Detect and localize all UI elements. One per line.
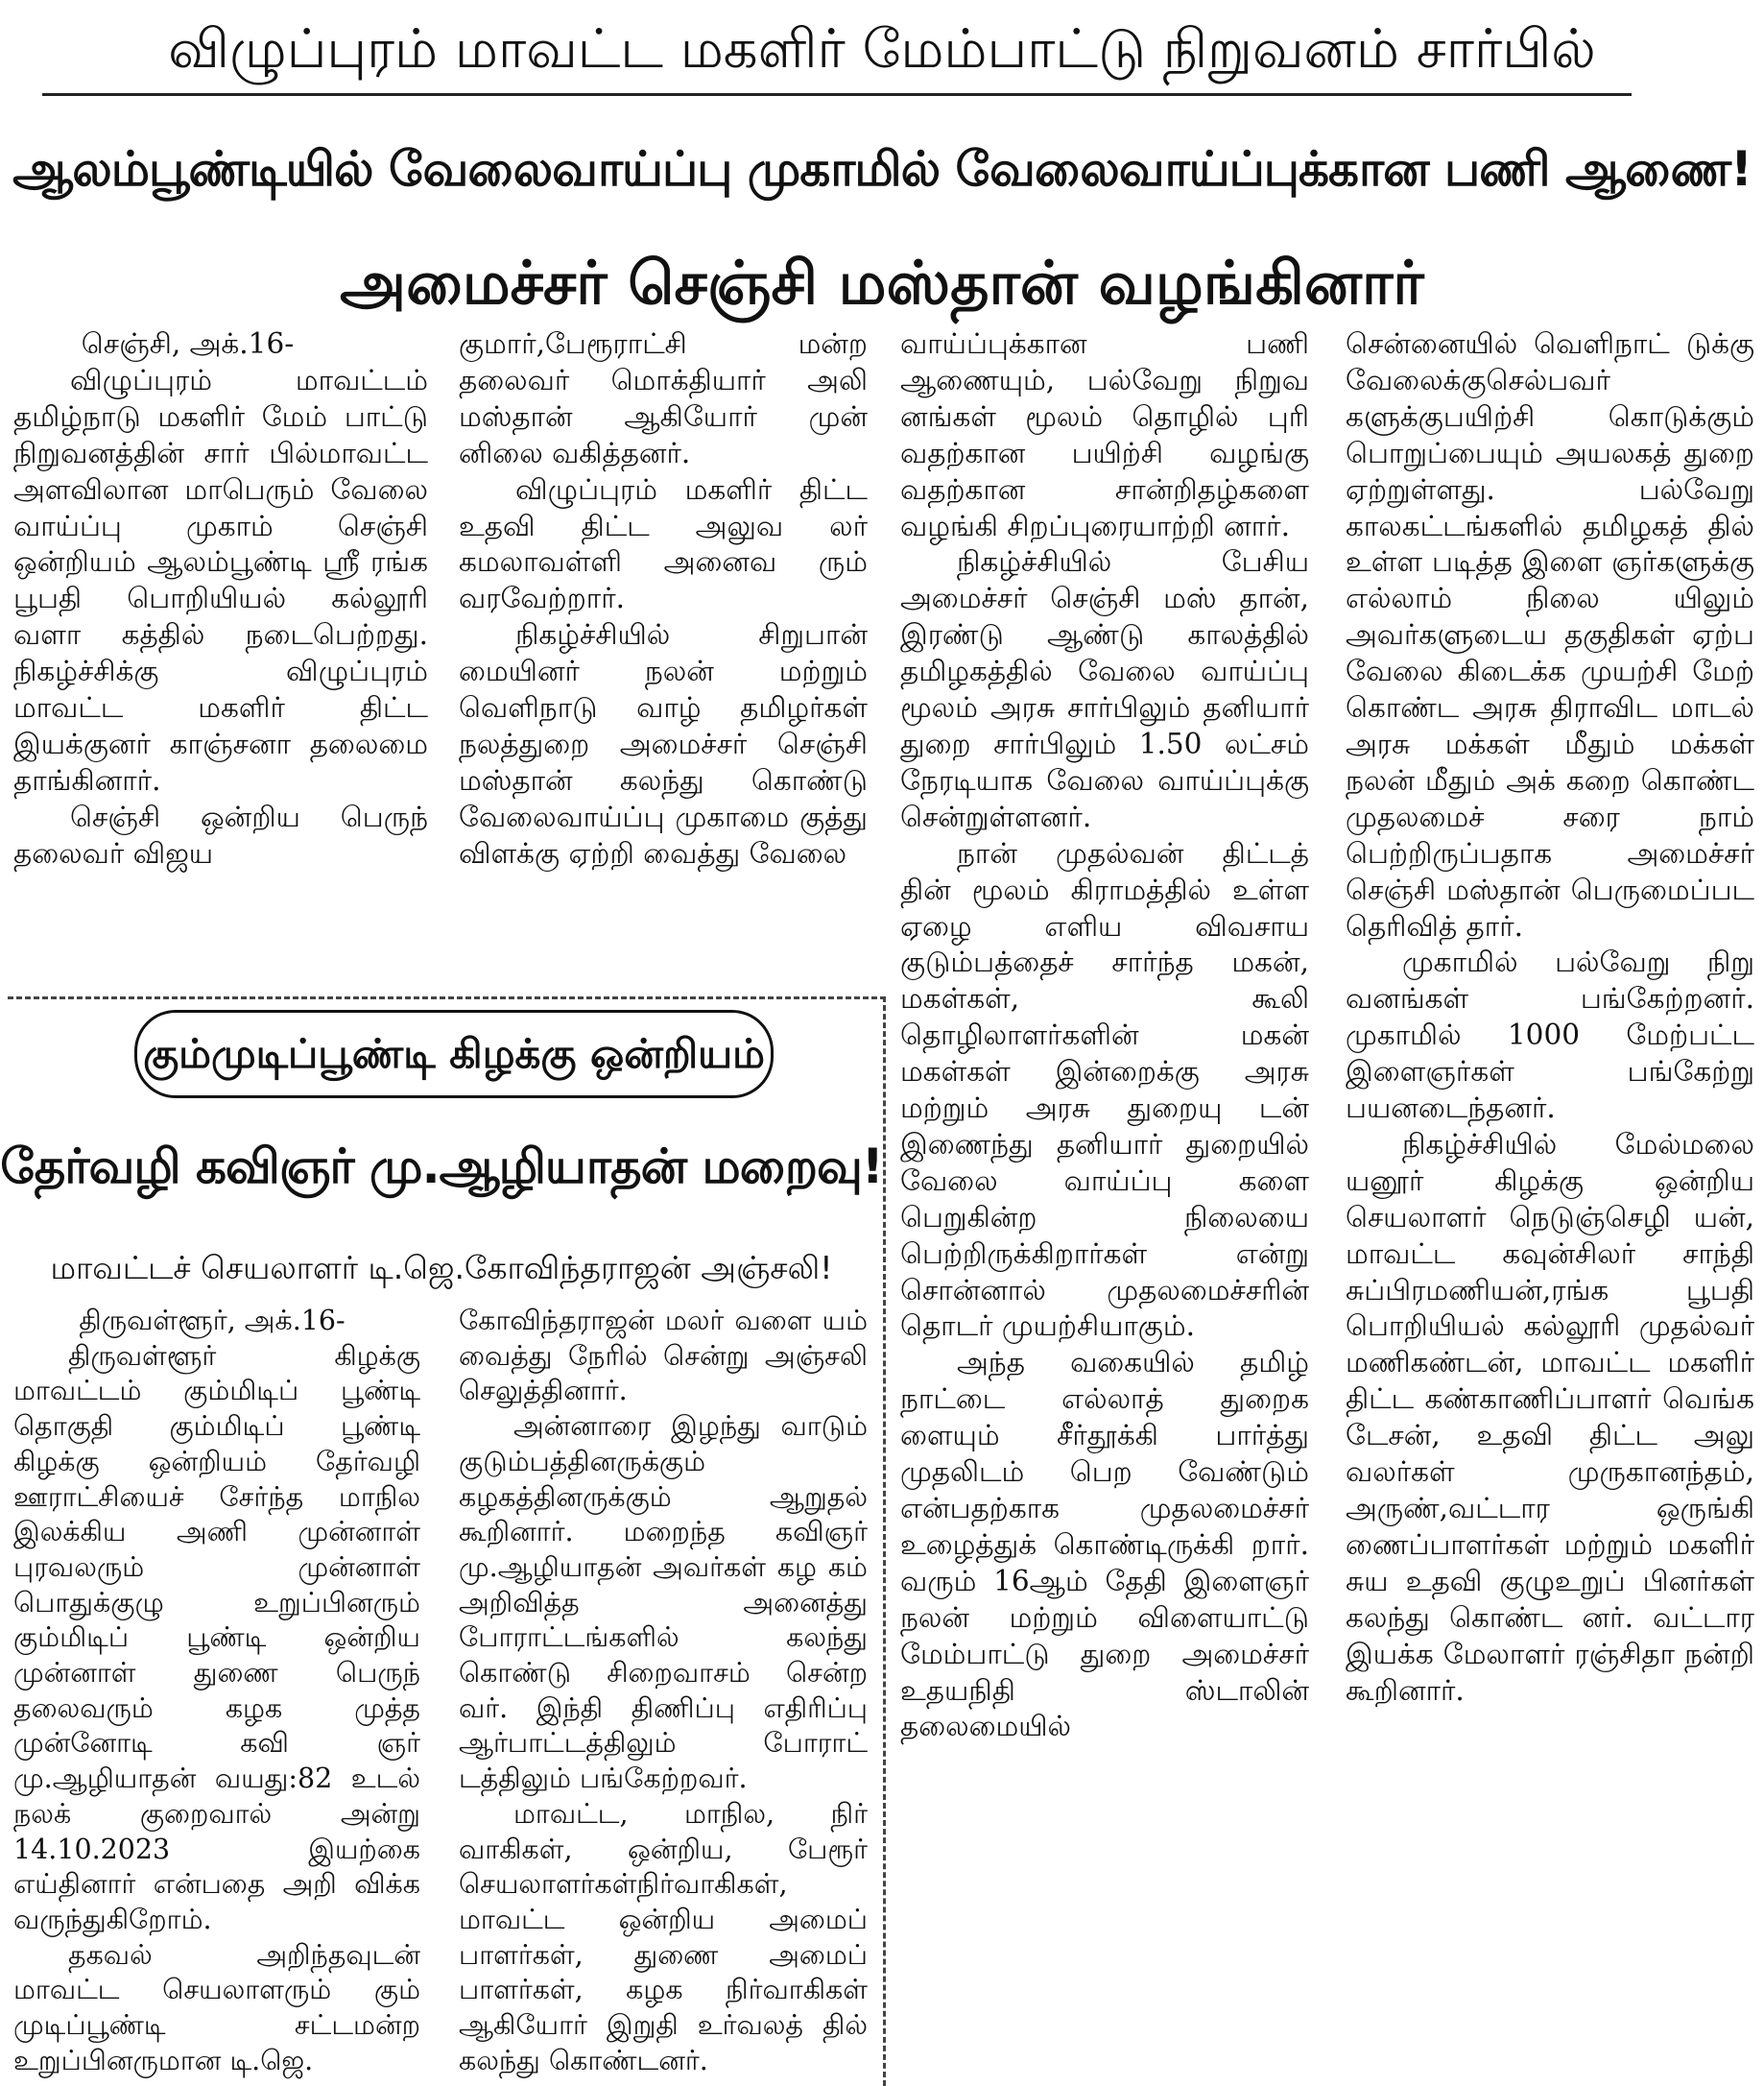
obituary-kicker: கும்முடிப்பூண்டி கிழக்கு ஒன்றியம் <box>134 1010 774 1098</box>
main-col1-paragraph: விழுப்புரம் மாவட்டம் தமிழ்நாடு மகளிர் மேம் பாட்டு நிறுவனத்தின் சார் பில்மாவட்ட அளவிலான மாபெரும் வேலை வாய்ப்பு முகாம் செஞ்சி ஒன்றியம் ஆலம்பூண்டி ஸ்ரீ ரங்க பூபதி பொறியியல் கல்லூரி வளா கத்தில் நடைபெற்றது. நிகழ்ச்சிக்கு விழுப்புரம் மாவட்ட மகளிர் திட்ட இயக்குனர் காஞ்சனா தலைமை தாங்கினார். <box>13 363 428 797</box>
main-headline: ஆலம்பூண்டியில் வேலைவாய்ப்பு முகாமில் வேலைவாய்ப்புக்கான பணி ஆணை! <box>12 141 1752 197</box>
main-col3-paragraph: அந்த வகையில் தமிழ் நாட்டை எல்லாத் துறைக ளையும் சீர்தூக்கி பார்த்து முதலிடம் பெற வேண்டும் என்பதற்காக முதலமைச்சர் உழைத்துக் கொண்டிருக்கி றார். வரும் 16ஆம் தேதி இளைஞர் நலன் மற்றும் விளையாட்டு மேம்பாட்டு துறை அமைச்சர் உதயநிதி ஸ்டாலின் தலைமையில் <box>900 1346 1309 1743</box>
main-col4-paragraph: சென்னையில் வெளிநாட் டுக்கு வேலைக்குசெல்பவர் களுக்குபயிற்சி கொடுக்கும் பொறுப்பையும் அயலகத் துறை ஏற்றுள்ளது. பல்வேறு காலகட்டங்களில் தமிழகத் தில் உள்ள படித்த இளை ஞர்களுக்கு எல்லாம் நிலை யிலும் அவர்களுடைய தகுதிகள் ஏற்ப வேலை கிடைக்க முயற்சி மேற் கொண்ட அரசு திராவிட மாடல் அரசு மக்கள் மீதும் மக்கள் நலன் மீதும் அக் கறை கொண்ட முதலமைச் சரை நாம் பெற்றிருப்பதாக அமைச்சர் செஞ்சி மஸ்தான் பெருமைப்பட தெரிவித் தார். <box>1346 327 1754 943</box>
obituary-subheadline: மாவட்டச் செயலாளர் டி.ஜெ.கோவிந்தராஜன் அஞ்சலி! <box>50 1249 833 1286</box>
obituary-dateline: திருவள்ளூர், அக்.16- <box>79 1305 346 1336</box>
main-kicker: விழுப்புரம் மாவட்ட மகளிர் மேம்பாட்டு நிறுவனம் சார்பில் <box>168 18 1596 81</box>
obituary-headline: தேர்வழி கவிஞர் மு.ஆழியாதன் மறைவு! <box>0 1139 883 1194</box>
obituary-col2-paragraph: கோவிந்தராஜன் மலர் வளை யம் வைத்து நேரில் சென்று அஞ்சலி செலுத்தினார். <box>459 1305 868 1407</box>
obituary-column-1 <box>13 1304 420 2078</box>
main-col4-paragraph: முகாமில் பல்வேறு நிறு வனங்கள் பங்கேற்றனர். முகாமில் 1000 மேற்பட்ட இளைஞர்கள் பங்கேற்று பயனடைந்தனர். <box>1346 946 1754 1125</box>
main-col2-paragraph: விழுப்புரம் மகளிர் திட்ட உதவி திட்ட அலுவ லர் கமலாவள்ளி அனைவ ரும் வரவேற்றார். <box>459 472 868 615</box>
kicker-divider <box>42 93 1632 96</box>
main-col3-paragraph: நிகழ்ச்சியில் பேசிய அமைச்சர் செஞ்சி மஸ் தான், இரண்டு ஆண்டு காலத்தில் தமிழகத்தில் வேலை வாய்ப்பு மூலம் அரசு சார்பிலும் தனியார் துறை சார்பிலும் 1.50 லட்சம் நேரடியாக வேலை வாய்ப்புக்கு சென்றுள்ளனர். <box>900 545 1309 833</box>
main-col2-paragraph: குமார்,பேரூராட்சி மன்ற தலைவர் மொக்தியார் அலி மஸ்தான் ஆகியோர் முன் னிலை வகித்தனர். <box>459 327 868 469</box>
obituary-col2-paragraph: அன்னாரை இழந்து வாடும் குடும்பத்தினருக்கும் கழகத்தினருக்கும் ஆறுதல் கூறினார். மறைந்த கவிஞர் மு.ஆழியாதன் அவர்கள் கழ கம் அறிவித்த அனைத்து போராட்டங்களில் கலந்து கொண்டு சிறைவாசம் சென்ற வர். இந்தி திணிப்பு எதிரிப்பு ஆர்பாட்டத்திலும் போராட் டத்திலும் பங்கேற்றவர். <box>459 1410 868 1795</box>
main-col4-paragraph: நிகழ்ச்சியில் மேல்மலை யனூர் கிழக்கு ஒன்றிய செயலாளர் நெடுஞ்செழி யன், மாவட்ட கவுன்சிலர் சாந்தி சுப்பிரமணியன்,ரங்க பூபதி பொறியியல் கல்லூரி முதல்வர் மணிகண்டன், மாவட்ட மகளிர் திட்ட கண்காணிப்பாளர் வெங்க டேசன், உதவி திட்ட அலு வலர்கள் முருகானந்தம், அருண்,வட்டார ஒருங்கி ணைப்பாளர்கள் மற்றும் மகளிர் சுய உதவி குழுஉறுப் பினர்கள் கலந்து கொண்ட னர். வட்டார இயக்க மேலாளர் ரஞ்சிதா நன்றி கூறினார். <box>1346 1127 1754 1707</box>
main-col3-paragraph: நான் முதல்வன் திட்டத் தின் மூலம் கிராமத்தில் உள்ள ஏழை எளிய விவசாய குடும்பத்தைச் சார்ந்த மகன், மகள்கள், கூலி தொழிலாளர்களின் மகன் மகள்கள் இன்றைக்கு அரசு மற்றும் அரசு துறையு டன் இணைந்து தனியார் துறையில் வேலை வாய்ப்பு களை பெறுகின்ற நிலையை பெற்றிருக்கிறார்கள் என்று சொன்னால் முதலமைச்சரின் தொடர் முயற்சியாகும். <box>900 836 1309 1343</box>
main-column-1 <box>13 326 428 873</box>
main-col3-paragraph: வாய்ப்புக்கான பணி ஆணையும், பல்வேறு நிறுவ னங்கள் மூலம் தொழில் புரி வதற்கான பயிற்சி வழங்கு வதற்கான சான்றிதழ்களை வழங்கி சிறப்புரையாற்றி னார். <box>900 327 1309 542</box>
obituary-col1-paragraph: திருவள்ளூர் கிழக்கு மாவட்டம் கும்மிடிப் பூண்டி தொகுதி கும்மிடிப் பூண்டி கிழக்கு ஒன்றியம் தேர்வழி ஊராட்சியைச் சேர்ந்த மாநில இலக்கிய அணி முன்னாள் புரவலரும் முன்னாள் பொதுக்குழு உறுப்பினரும் கும்மிடிப் பூண்டி ஒன்றிய முன்னாள் துணை பெருந் தலைவரும் கழக முத்த முன்னோடி கவி ஞர் மு.ஆழியாதன் வயது:82 உடல் நலக் குறைவால் அன்று 14.10.2023 இயற்கை எய்தினார் என்பதை அறி விக்க வருந்துகிறோம். <box>13 1339 420 1935</box>
main-col1-paragraph: செஞ்சி ஒன்றிய பெருந் தலைவர் விஜய <box>13 800 428 870</box>
obituary-col2-paragraph: மாவட்ட, மாநில, நிர் வாகிகள், ஒன்றிய, பேரூர் செயலாளர்கள்நிர்வாகிகள், மாவட்ட ஒன்றிய அமைப் பாளர்கள், துணை அமைப் பாளர்கள், கழக நிர்வாகிகள் ஆகியோர் இறுதி உர்வலத் தில் கலந்து கொண்டனர். <box>459 1797 868 2076</box>
main-subheadline: அமைச்சர் செஞ்சி மஸ்தான் வழங்கினார் <box>340 248 1424 318</box>
obituary-col1-paragraph: தகவல் அறிந்தவுடன் மாவட்ட செயலாளரும் கும் முடிப்பூண்டி சட்டமன்ற உறுப்பினருமான டி.ஜெ. <box>13 1938 420 2076</box>
main-column-4 <box>1346 326 1754 1709</box>
main-column-2 <box>459 326 868 873</box>
main-dateline: செஞ்சி, அக்.16- <box>81 327 295 360</box>
main-col2-paragraph: நிகழ்ச்சியில் சிறுபான் மையினர் நலன் மற்றும் வெளிநாடு வாழ் தமிழர்கள் நலத்துறை அமைச்சர் செஞ்சி மஸ்தான் கலந்து கொண்டு வேலைவாய்ப்பு முகாமை குத்து விளக்கு ஏற்றி வைத்து வேலை <box>459 618 868 870</box>
obituary-column-2 <box>459 1304 868 2078</box>
main-column-3 <box>900 326 1309 1745</box>
